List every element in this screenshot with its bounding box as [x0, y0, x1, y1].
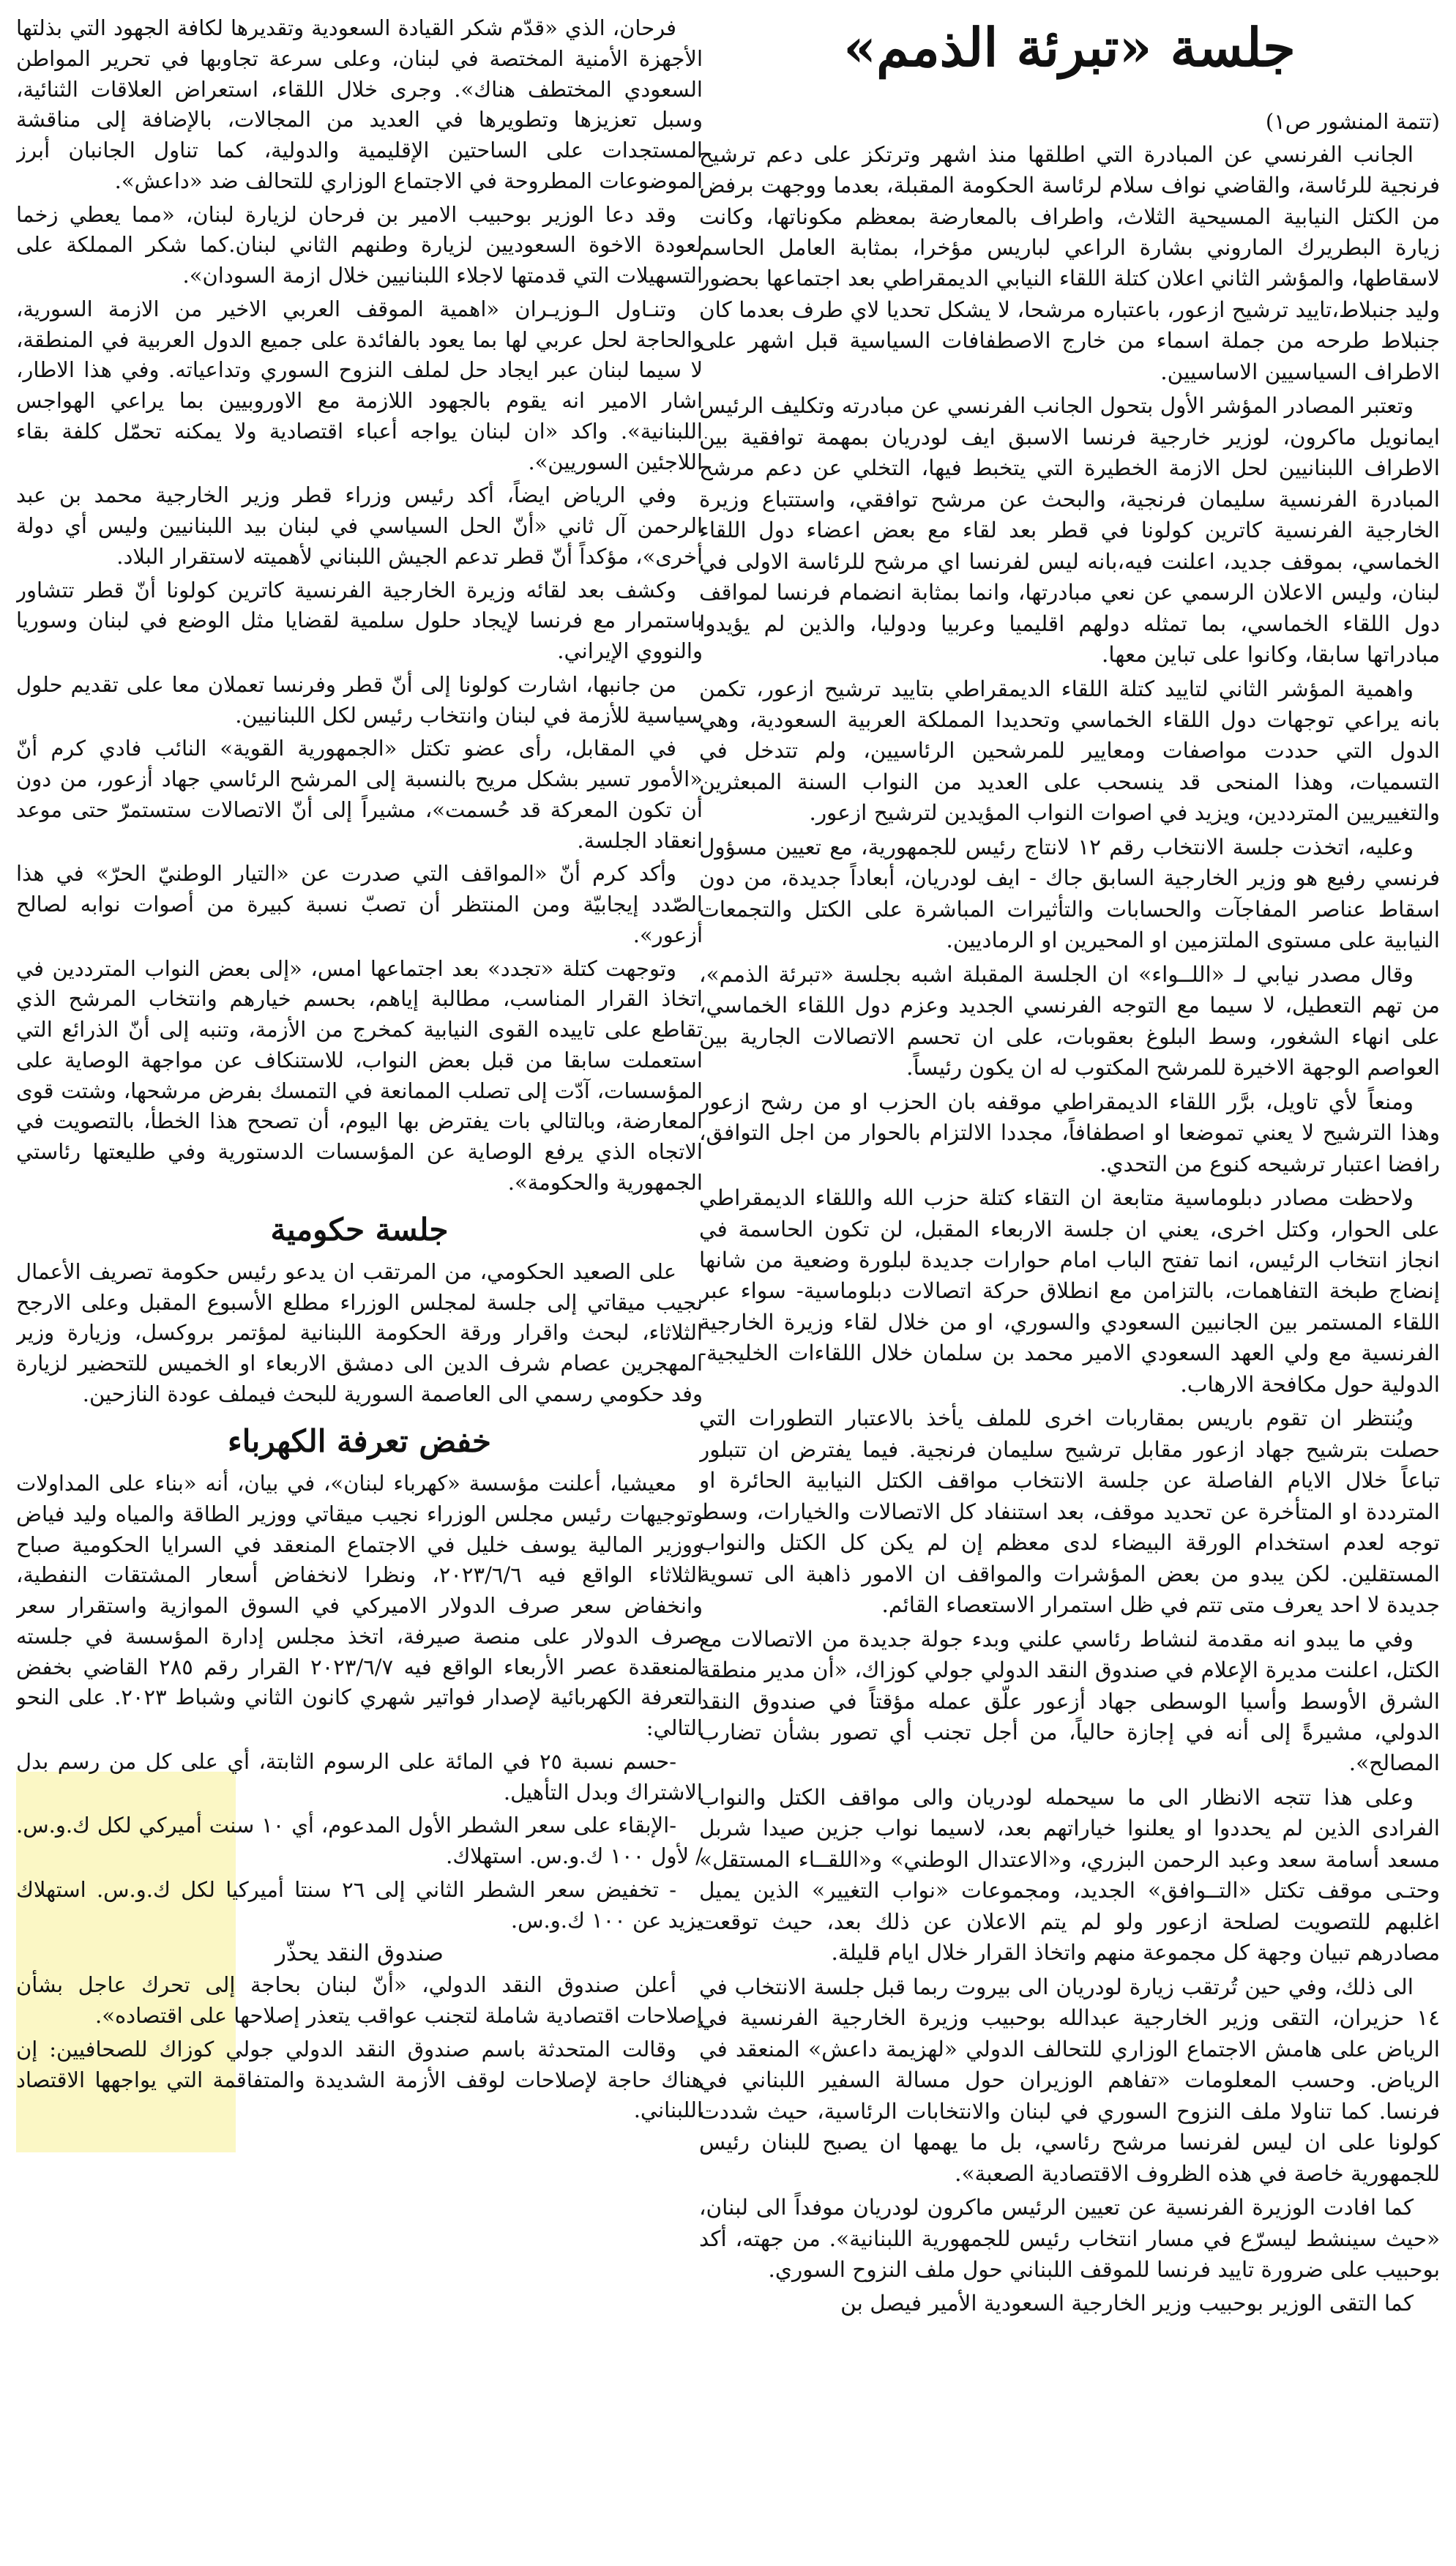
paragraph: ولاحظت مصادر دبلوماسية متابعة ان التقاء كتلة حزب الله واللقاء الديمقراطي على الحوار، وكتل اخرى، يعني ان جلسة الاربعاء المقبل، لن تكون الحاسمة في انجاز انتخاب الرئيس، انما تفتح الباب امام حوارات جديدة لبلورة وضعية من شانها إنضاج طبخة التفاهمات، بالتزامن مع انطلاق حركة اتصالات دبلوماسية- سواء عبر اللقاء المستمر بين الجانبين السعودي والسوري، او من خلال لقاء وزيرة الخارجية الفرنسية مع ولي العهد السعودي الامير محمد بن سلمان خلال اللقاءات الخليجية- الدولية حول مكافحة الارهاب.	[699, 1185, 1440, 1397]
paragraph: وعليه، اتخذت جلسة الانتخاب رقم ١٢ لانتاج رئيس للجمهورية، مع تعيين مسؤول فرنسي رفيع هو وزير الخارجية السابق جاك - ايف لودريان، أبعاداً جديدة، من دون اسقاط عناصر المفاجآت والحسابات والتأثيرات المباشرة على الكتل والتجمعات النيابية على مستوى الملتزمين او المحيرين او الرماديين.	[699, 834, 1440, 953]
paragraph: واهمية المؤشر الثاني لتاييد كتلة اللقاء الديمقراطي بتاييد ترشيح ازعور، تكمن بانه يراعي توجهات دول اللقاء الخماسي وتحديدا المملكة العربية السعودية، وهي الدول التي حددت مواصفات ومعايير للمرشحين الرئاسيين، ولم تتدخل في التسميات، وهذا المنحى قد ينسحب على العديد من النواب السنة المبعثرين والتغييريين المترددين، ويزيد في اصوات النواب المؤيدين لترشيح ازعور.	[699, 676, 1440, 826]
list-item: -حسم نسبة ٢٥ في المائة على الرسوم الثابتة، أي على كل من رسم بدل الاشتراك وبدل التأهيل.	[16, 1748, 703, 1805]
paragraph: وعلى هذا تتجه الانظار الى ما سيحمله لودريان والى مواقف الكتل والنواب الفرادى الذين لم يحددوا او يعلنوا خياراتهم بعد، لاسيما نواب جزين صيدا شربل مسعد أسامة سعد وعبد الرحمن البزري، و«الاعتدال الوطني» و«اللقــاء المستقل» وحتـى موقف تكتل «التــوافق» الجديد، ومجموعات «نواب التغيير» الذين يميل اغلبهم للتصويت لصلحة ازعور ولو لم يتم الاعلان عن ذلك بعد، حيث توقعت مصادرهم تبيان وجهة كل مجموعة منهم واتخاذ القرار خلال ايام قليلة.	[699, 1784, 1440, 1966]
paragraph: كما افادت الوزيرة الفرنسية عن تعيين الرئيس ماكرون لودريان موفداً الى لبنان، «حيث سينشط ليسرّع في مسار انتخاب رئيس للجمهورية اللبنانية». من جهته، أكد بوحبيب على ضرورة تاييد فرنسا للموقف اللبناني حول ملف النزوح السوري.	[699, 2195, 1440, 2282]
paragraph: على الصعيد الحكومي، من المرتقب ان يدعو رئيس حكومة تصريف الأعمال نجيب ميقاتي إلى جلسة لمجلس الوزراء مطلع الأسبوع المقبل وعلى الارجح الثلاثاء، لبحث واقرار ورقة الحكومة اللبنانية لمؤتمر بروكسل، وزيارة وزير المهجرين عصام شرف الدين الى دمشق الاربعاء او الخميس للتحضير لزيارة وفد حكومي رسمي الى العاصمة السورية للبحث فيملف عودة النازحين.	[16, 1258, 703, 1406]
paragraph: وكشف بعد لقائه وزيرة الخارجية الفرنسية كاترين كولونا أنّ قطر تتشاور باستمرار مع فرنسا لإيجاد حلول سلمية لقضايا مثل الوضع في لبنان وسوريا والنووي الإيراني.	[16, 577, 703, 663]
paragraph: من جانبها، اشارت كولونا إلى أنّ قطر وفرنسا تعملان معا على تقديم حلول سياسية للأزمة في لبنان وانتخاب رئيس لكل اللبنانيين.	[16, 671, 703, 728]
paragraph: وأكد كرم أنّ «المواقف التي صدرت عن «التيار الوطنيّ الحرّ» في هذا الصّدد إيجابيّة ومن المنتظر أن تصبّ نسبة كبيرة من أصوات نوابه لصالح أزعور».	[16, 861, 703, 947]
paragraph: وقالت المتحدثة باسم صندوق النقد الدولي جولي كوزاك للصحافيين: إن هناك حاجة لإصلاحات لوقف الأزمة الشديدة والمتفاقمة التي يواجهها الاقتصاد اللبناني.	[16, 2036, 703, 2123]
paragraph: وقد دعا الوزير بوحبيب الامير بن فرحان لزيارة لبنان، «مما يعطي زخما لعودة الاخوة السعوديين لزيارة وطنهم الثاني لبنان.كما شكر المملكة على التسهيلات التي قدمتها لاجلاء اللبنانيين خلال ازمة السودان».	[16, 201, 703, 288]
article-title: جلسة «تبرئة الذمم»	[843, 16, 1296, 78]
paragraph: الى ذلك، وفي حين تُرتقب زيارة لودريان الى بيروت ربما قبل جلسة الانتخاب في ١٤ حزيران، التقى وزير الخارجية عبدالله بوحبيب وزيرة الخارجية الفرنسية في الرياض على هامش الاجتماع الوزاري للتحالف الدولي «لهزيمة داعش» المنعقد في الرياض. وحسب المعلومات «تفاهم الوزيران حول مسالة السفير اللبناني في فرنسا. كما تناولا ملف النزوح السوري في لبنان والانتخابات الرئاسية، حيث شددت كولونا على ان ليس لفرنسا مرشح رئاسي، بل ما يهمها ان يصبح للبنان رئيس للجمهورية خاصة في هذه الظروف الاقتصادية الصعبة».	[699, 1974, 1440, 2186]
paragraph: فرحان، الذي «قدّم شكر القيادة السعودية وتقديرها لكافة الجهود التي بذلتها الأجهزة الأمنية المختصة في لبنان، وعلى سرعة تجاوبها في تحرير المواطن السعودي المختطف هناك». وجرى خلال اللقاء، استعراض العلاقات الثنائية، وسبل تعزيزها وتطويرها في العديد من المجالات، بالإضافة إلى مناقشة المستجدات على الساحتين الإقليمية والدولية، كما تناول الجانبان أبرز الموضوعات المطروحة في الاجتماع الوزاري للتحالف ضد «داعش».	[16, 15, 703, 193]
continuation-note: (تتمة المنشور ص١)	[1265, 109, 1440, 135]
paragraph: وفي ما يبدو انه مقدمة لنشاط رئاسي علني وبدء جولة جديدة من الاتصالات مع الكتل، اعلنت مديرة الإعلام في صندوق النقد الدولي جولي كوزاك، «أن مدير منطقة الشرق الأوسط وأسيا الوسطى جهاد أزعور علّق عمله مؤقتاً في صندوق النقد الدولي، مشيرةً إلى أنه في إجازة حالياً، من أجل تجنب أي تصور بشأن تضارب المصالح».	[699, 1626, 1440, 1776]
section-heading-imf: صندوق النقد يحذّر	[275, 1940, 444, 1967]
paragraph: وتوجهت كتلة «تجدد» بعد اجتماعها امس، «إلى بعض النواب المترددين في اتخاذ القرار المناسب، مطالبة إياهم، بحسم خيارهم وانتخاب المرشح الذي تقاطع على تاييده القوى النيابية كمخرج من الأزمة، وتنبه إلى أنّ الذرائع التي استعملت سابقا من قبل بعض النواب، للاستنكاف عن مواجهة الوصاية على المؤسسات، آدّت إلى تصلب الممانعة في التمسك بفرض مرشحها، وشتت قوى المعارضة، وبالتالي بات يفترض بها اليوم، أن تصحح هذا الخطأ، بالتصويت في الاتجاه الذي يرفع الوصاية عن المؤسسات الدستورية وفي طليعتها رئاستي الجمهورية والحكومة».	[16, 955, 703, 1195]
paragraph: الجانب الفرنسي عن المبادرة التي اطلقها منذ اشهر وترتكز على دعم ترشيح فرنجية للرئاسة، والقاضي نواف سلام لرئاسة الحكومة المقبلة، بعدما ووجهت برفض من الكتل النيابية المسيحية الثلاث، واطراف بالمعارضة بمعظم مكوناتها، وكانت زيارة البطريرك الماروني بشارة الراعي لباريس مؤخرا، بمثابة العامل الحاسم لاسقاطها، والمؤشر الثاني اعلان كتلة اللقاء النيابي الديمقراطي بعد اجتماعها بحضور وليد جنبلاط،تاييد ترشيح ازعور، باعتباره مرشحا، لا يشكل تحديا لاي طرف بعدما كان جنبلاط طرحه من جملة اسماء من خارج الاصطفافات السياسية قبل اشهر على الاطراف السياسيين الاساسيين.	[699, 141, 1440, 384]
list-item: - تخفيض سعر الشطر الثاني إلى ٢٦ سنتا أميركيا لكل ك.و.س. استهلاك يزيد عن ١٠٠ ك.و.س.	[16, 1876, 703, 1933]
paragraph: ومنعاً لأي تاويل، برَّر اللقاء الديمقراطي موقفه بان الحزب او من رشح ازعور وهذا الترشيح لا يعني تموضعا او اصطفافاً، مجددا الالتزام بالحوار من اجل التوافق، رافضا اعتبار ترشيحه كنوع من التحدي.	[699, 1089, 1440, 1176]
right-column	[699, 13, 1440, 2561]
paragraph: كما التقى الوزير بوحبيب وزير الخارجية السعودية الأمير فيصل بن	[840, 2291, 1414, 2316]
section-heading-electricity: خفض تعرفة الكهرباء	[227, 1422, 492, 1459]
paragraph: ويُنتظر ان تقوم باريس بمقاربات اخرى للملف يأخذ بالاعتبار التطورات التي حصلت بترشيح جهاد ازعور مقابل ترشيح سليمان فرنجية. فيما يفترض ان تتبلور تباعاً خلال الايام الفاصلة عن جلسة الانتخاب مواقف الكتل النيابية الحائرة او المترددة او المتأخرة عن تحديد موقف، بعد استنفاد كل الاتصالات والخيارات، وسط توجه لعدم استخدام الورقة البيضاء لدى معظم إن لم يكن كل الكتل والنواب المستقلين. لكن يبدو من بعض المؤشرات والمواقف ان الامور ذاهبة الى تسوية جديدة لا احد يعرف متى تتم في ظل استمرار الاستعصاء القائم.	[699, 1406, 1440, 1618]
paragraph: وتنـاول الـوزيـران «اهمية الموقف العربي الاخير من الازمة السورية، والحاجة لحل عربي لها بما يعود بالفائدة على جميع الدول العربية في المنطقة، لا سيما لبنان عبر ايجاد حل لملف النزوح السوري وتداعياته. وفي هذا الاطار، اشار الامير انه يقوم بالجهود اللازمة مع الاوروبيين بما يراعي الهواجس اللبنانية». واكد «ان لبنان يواجه أعباء اقتصادية ولا يمكنه تحمّل كلفة بقاء اللاجئين السوريين».	[16, 296, 703, 474]
paragraph: في المقابل، رأى عضو تكتل «الجمهورية القوية» النائب فادي كرم أنّ «الأمور تسير بشكل مريح بالنسبة إلى المرشح الرئاسي جهاد أزعور، من دون أن تكون المعركة قد حُسمت»، مشيراً إلى أنّ الاتصالات ستستمرّ حتى موعد انعقاد الجلسة.	[16, 736, 703, 853]
paragraph: معيشيا، أعلنت مؤسسة «كهرباء لبنان»، في بيان، أنه «بناء على المداولات وتوجيهات رئيس مجلس الوزراء نجيب ميقاتي ووزير الطاقة والمياه وليد فياض ووزير المالية يوسف خليل في الاجتماع المنعقد في السرايا الحكومية صباح الثلاثاء الواقع فيه ٢٠٢٣/٦/٦، ونظرا لانخفاض أسعار المشتقات النفطية، وانخفاض سعر صرف الدولار الاميركي في السوق الموازية واستقرار سعر صرف الدولار على منصة صيرفة، اتخذ مجلس إدارة المؤسسة في جلسته المنعقدة عصر الأربعاء الواقع فيه ٢٠٢٣/٦/٧ القرار رقم ٢٨٥ القاضي بخفض التعرفة الكهربائية لإصدار فواتير شهري كانون الثاني وشباط ٢٠٢٣. على النحو التالي:	[16, 1471, 703, 1741]
paragraph: وفي الرياض ايضاً، أكد رئيس وزراء قطر وزير الخارجية محمد بن عبد الرحمن آل ثاني «أنّ الحل السياسي في لبنان بيد اللبنانيين وليس أي دولة أخرى»، مؤكداً أنّ قطر تدعم الجيش اللبناني لأهميته لاستقرار البلاد.	[16, 482, 703, 569]
section-heading-government: جلسة حكومية	[270, 1211, 449, 1247]
paragraph: وتعتبر المصادر المؤشر الأول بتحول الجانب الفرنسي عن مبادرته وتكليف الرئيس ايمانويل ماكرون، لوزير خارجية فرنسا الاسبق ايف لودريان بمهمة توافقية بين الاطراف اللبنانيين لحل الازمة الخطيرة التي يتخبط فيها، التخلي عن دعم مرشح المبادرة الفرنسية سليمان فرنجية، والبحث عن مرشح توافقي، واستتباع وزيرة الخارجية الفرنسية كاترين كولونا في قطر بعد لقاء مع بعض اعضاء دول اللقاء الخماسي، بموقف جديد، اعلنت فيه،بانه ليس لفرنسا اي مرشح للرئاسة الاولى في لبنان، وليس الاعلان الرسمي عن نعي مبادرتها، وانما بمثابة انضمام فرنسا لمواقف دول اللقاء الخماسي، بما تمثله دولهم اقليميا وعربيا ودوليا، والذين لم يؤيدوا مبادراتها سابقا، وكانوا على تباين معها.	[699, 393, 1440, 668]
paragraph: أعلن صندوق النقد الدولي، «أنّ لبنان بحاجة إلى تحرك عاجل بشأن إصلاحات اقتصادية شاملة لتجنب عواقب يتعذر إصلاحها على اقتصاده».	[16, 1972, 703, 2029]
paragraph: وقال مصدر نيابي لـ «اللــواء» ان الجلسة المقبلة اشبه بجلسة «تبرئة الذمم»، من تهم التعطيل، لا سيما مع التوجه الفرنسي الجديد وعزم دول اللقاء الخماسي، على انهاء الشغور، وسط البلوغ بعقوبات، على ان تحسم الاتصالات الجارية بين العواصم الوجهة الاخيرة للمرشح المكتوب له ان يكون رئيساً.	[699, 961, 1440, 1081]
list-item: -الإبقاء على سعر الشطر الأول المدعوم، أي ١٠ سنت أميركي لكل ك.و.س. / لأول ١٠٠ ك.و.س. استهلاك.	[16, 1813, 703, 1869]
left-column	[16, 13, 703, 2561]
